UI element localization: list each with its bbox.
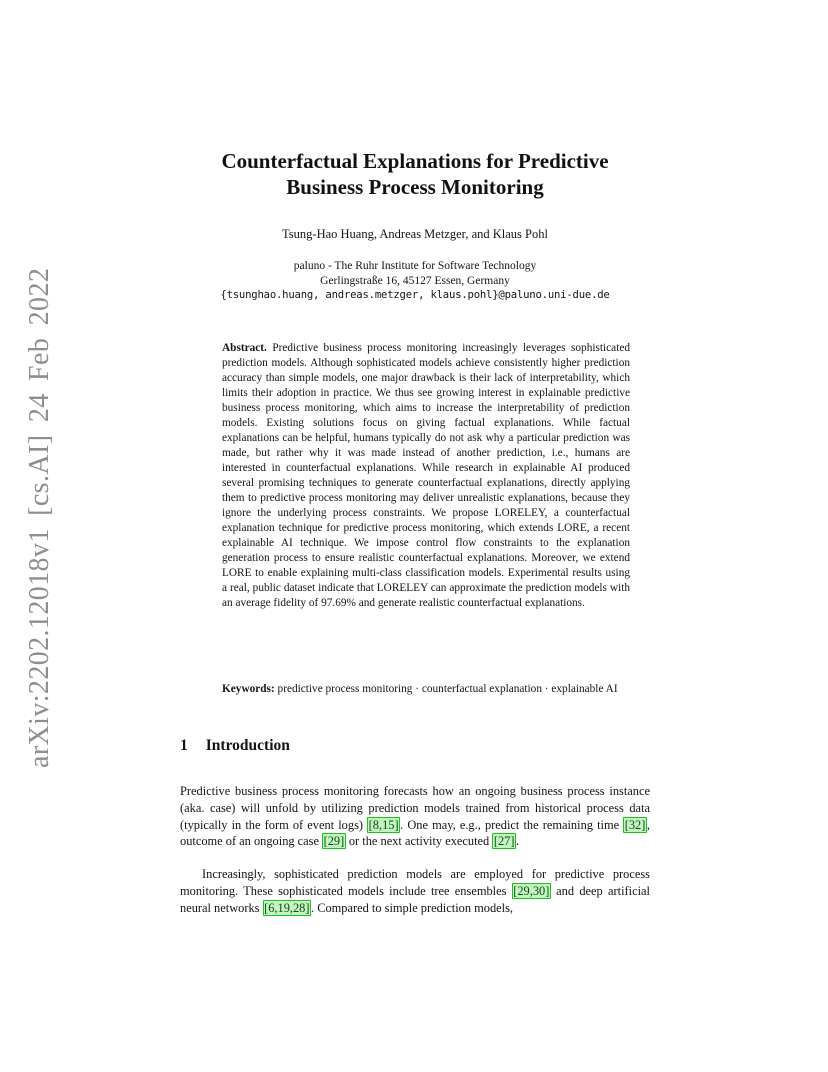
abstract-text: Predictive business process monitoring increasingly leverages sophisticated prediction models. Although sophisticated models achieve consistently higher prediction accuracy than simple models, one major drawback is their lack of interpretability, which limits their adoption in practice. We thus see growing interest in explainable predictive business process monitoring, which aims to increase the interpretability of prediction models. Existing solutions focus on giving factual explanations. While factual explanations can be helpful, humans typically do not ask why a particular prediction was made, but rather why it was made instead of another prediction, i.e., humans are interested in counterfactual explanations. While research in explainable AI produced several promising techniques to generate counterfactual explanations, directly applying them to predictive process monitoring may deliver unrealistic explanations, because they ignore the underlying process constraints. We propose LORELEY, a counterfactual explanation technique for predictive process monitoring, which extends LORE, a recent explainable AI technique. We impose control flow constraints to the explanation generation process to ensure realistic counterfactual explanations. Moreover, we extend LORE to enable explaining multi-class classification models. Experimental results using a real, public dataset indicate that LORELEY can approximate the prediction models with an average fidelity of 97.69% and generate realistic counterfactual explanations. <box>222 342 630 609</box>
authors-line: Tsung-Hao Huang, Andreas Metzger, and Klaus Pohl <box>282 227 548 241</box>
arxiv-watermark: arXiv:2202.12018v1 [cs.AI] 24 Feb 2022 <box>24 267 55 768</box>
intro-paragraph-1 <box>180 783 650 849</box>
paper-title-line2: Business Process Monitoring <box>286 175 544 199</box>
citation-link[interactable]: [29] <box>323 834 345 849</box>
section-1-number: 1 <box>180 737 188 754</box>
citation-link[interactable]: [8,15] <box>368 817 399 832</box>
affiliation-block <box>180 259 650 303</box>
paper-title <box>180 148 650 200</box>
keywords-text: predictive process monitoring · counterfactual explanation · explainable AI <box>274 683 618 695</box>
section-1-heading <box>180 737 650 755</box>
paragraph-text: . Compared to simple prediction models, <box>311 900 514 915</box>
section-1-title: Introduction <box>205 737 290 754</box>
abstract-label: Abstract. <box>222 342 267 354</box>
intro-paragraph-2 <box>180 866 650 916</box>
paragraph-text: . One may, e.g., predict the remaining time <box>400 817 624 832</box>
paper-title-line1: Counterfactual Explanations for Predictive <box>221 149 609 173</box>
paragraph-text: or the next activity executed <box>345 834 493 849</box>
paragraph-text: . <box>516 834 520 849</box>
citation-link[interactable]: [32] <box>624 817 646 832</box>
citation-link[interactable]: [29,30] <box>513 883 550 898</box>
paragraph-text: , outcome of an ongoing case <box>180 817 650 849</box>
keywords-block <box>222 682 630 697</box>
paragraph-text: Predictive business process monitoring forecasts how an ongoing business process instance (aka. case) will unfold by utilizing prediction models trained from historical process data (typically in the form of event logs) <box>180 784 650 832</box>
author-emails: {tsunghao.huang, andreas.metzger, klaus.pohl}@paluno.uni-due.de <box>220 289 610 301</box>
affiliation-address: Gerlingstraße 16, 45127 Essen, Germany <box>320 274 510 287</box>
paragraph-text: and deep artificial neural networks <box>180 883 650 915</box>
citation-link[interactable]: [27] <box>493 834 515 849</box>
paragraph-text: Increasingly, sophisticated prediction models are employed for predictive process monitoring. These sophisticated models include tree ensembles <box>180 867 650 898</box>
affiliation-institute: paluno - The Ruhr Institute for Software Technology <box>293 260 537 272</box>
keywords-label: Keywords: <box>222 683 275 695</box>
citation-link[interactable]: [6,19,28] <box>264 900 310 915</box>
abstract-block <box>222 341 630 611</box>
